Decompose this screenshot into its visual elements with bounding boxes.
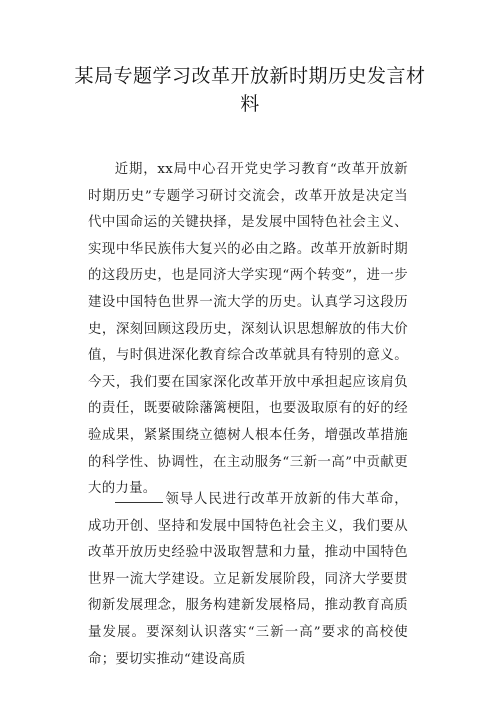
paragraph-2 (88, 487, 408, 673)
fill-in-blank-line (115, 488, 163, 503)
document-title: 某局专题学习改革开放新时期历史发言材料 (74, 65, 426, 115)
paragraph-1: 近期，xx局中心召开党史学习教育“改革开放新时期历史”专题学习研讨交流会，改革开放是决定当代中国命运的关键抉择，是发展中国特色社会主义、实现中华民族伟大复兴的必由之路。改革开放新时期的这段历史，也是同济大学实现“两个转变”，进一步建设中国特色世界一流大学的历史。认真学习这段历史，深刻回顾这段历史，深刻认识思想解放的伟大价值，与时俱进深化教育综合改革就具有特别的意义。今天，我们要在国家深化改革开放中承担起应该肩负的责任，既要破除藩篱梗阻，也要汲取原有的好的经验成果，紧紧围绕立德树人根本任务，增强改革措施的科学性、协调性，在主动服务“三新一高”中贡献更大的力量。 (88, 162, 408, 497)
paragraph-2-text: 领导人民进行改革开放新的伟大革命，成功开创、坚持和发展中国特色社会主义，我们要从改革开放历史经验中汲取智慧和力量，推动中国特色世界一流大学建设。立足新发展阶段，同济大学要贯彻新发展理念，服务构建新发展格局，推动教育高质量发展。要深刻认识落实“三新一高”要求的高校使命；要切实推动“建设高质 (88, 492, 408, 667)
